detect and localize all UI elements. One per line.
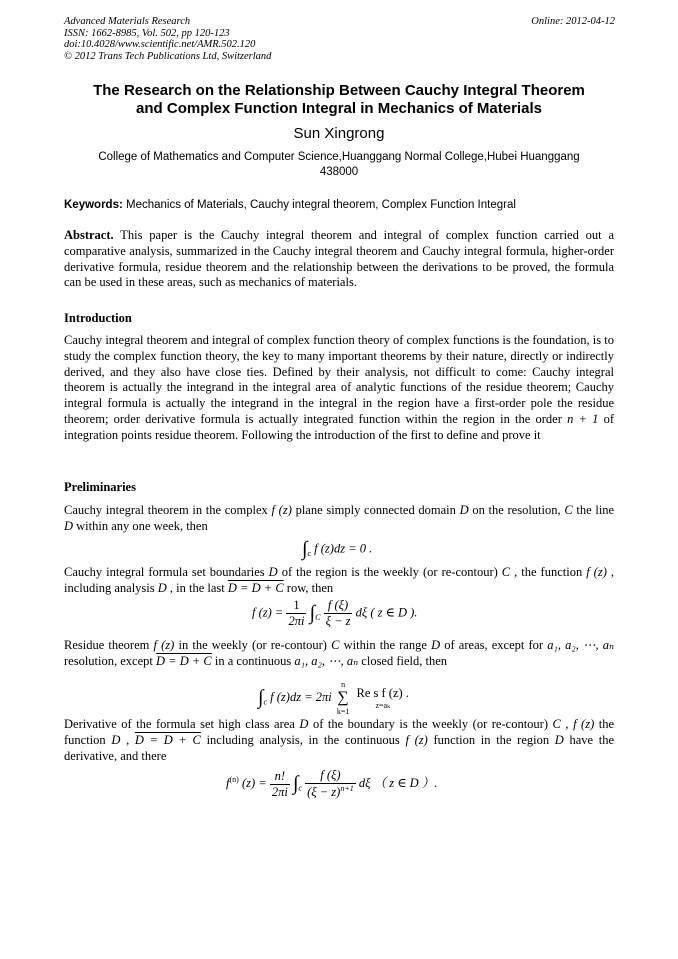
equation-derivative-formula: $f^{(n)}$ (z) = $\frac{n!}{2\pi i}$ $\int_c$ $\frac{f (\xi)}{(\xi - z)^{n+1}}$ dξ （ z ∈ D ）. (226, 768, 438, 800)
paper-title: The Research on the Relationship Between Cauchy Integral Theorem and Complex Function Integral in Mechanics of Materials (93, 82, 585, 117)
keywords-label: Keywords: (64, 199, 123, 211)
running-header (64, 16, 271, 62)
derivative-formula-paragraph: Derivative of the formula set high class area D of the boundary is the weekly (or re-contour) C , f (z) the function D , D = D + C including analysis, in the continuous f (z) function in the region D have the derivative, and there (64, 717, 615, 763)
keywords (64, 199, 614, 211)
equation-cauchy-theorem: $\int_c$ f (z)dz = 0 . (302, 538, 373, 560)
doi: doi:10.4028/www.scientific.net/AMR.502.120 (64, 39, 256, 50)
equation-residue-theorem: $\int_c$ f (z)dz = 2πi n ∑ k=1 Re s f (z) . z=aₖ (258, 680, 409, 716)
abstract (64, 228, 614, 291)
intro-paragraph: Cauchy integral theorem and integral of complex function theory of complex functions is the foundation, is to study the complex function theory, the key to many important theorems by their nature, directly or indirectly derived, and they also have close ties. Defined by their analysis, not difficult to come: Cauchy integral theorem is actually the integrand in the integral area of analytic functions of the residue theorem; Cauchy integral formula is actually the integrand in the integral in the region have a first-order pole the residue theorem; order derivative formula is actually integrated function within the region in the order n + 1 of integration points residue theorem. Following the introduction of the first to define and prove it (64, 333, 615, 442)
n-plus-one: n + 1 (567, 411, 599, 426)
abstract-label: Abstract. (64, 228, 114, 242)
cauchy-theorem-paragraph: Cauchy integral theorem in the complex f (z) plane simply connected domain D on the resolution, C the line D within any one week, then (64, 503, 615, 533)
author: Sun Xingrong (293, 125, 385, 142)
prelim-heading: Preliminaries (64, 480, 136, 494)
copyright: © 2012 Trans Tech Publications Ltd, Switzerland (64, 50, 272, 62)
cauchy-formula-paragraph: Cauchy integral formula set boundaries D of the region is the weekly (or re-contour) C , the function f (z) , including analysis D , in the last D = D + C row, then (64, 565, 614, 595)
affiliation: College of Mathematics and Computer Science,Huanggang Normal College,Hubei Huanggang 438000 (98, 151, 580, 178)
abstract-text: This paper is the Cauchy integral theorem and integral of complex function carried out a comparative analysis, summarized in the Cauchy integral theorem and Cauchy integral formula, higher-order derivative formula, residue theorem and the relationship between the derivations to be proved, the formula can be used in these areas, such as mechanics of materials. (64, 228, 614, 290)
intro-heading: Introduction (64, 311, 132, 325)
keywords-text: Mechanics of Materials, Cauchy integral theorem, Complex Function Integral (126, 199, 516, 211)
online-date: Online: 2012-04-12 (531, 16, 615, 27)
issn: ISSN: 1662-8985, Vol. 502, pp 120-123 (64, 27, 230, 39)
residue-theorem-paragraph: Residue theorem f (z) in the weekly (or re-contour) C within the range D of areas, except for a₁, a₂, ⋯, aₙ resolution, except D = D + C in a continuous a₁, a₂, ⋯, aₙ closed field, then (64, 638, 615, 668)
journal-name: Advanced Materials Research (64, 16, 191, 27)
equation-cauchy-formula: f (z) = $\frac{1}{2\pi i}$ $\int_C$ $\frac{f (\xi)}{\xi - z}$ dξ ( z ∈ D ). (252, 598, 418, 628)
